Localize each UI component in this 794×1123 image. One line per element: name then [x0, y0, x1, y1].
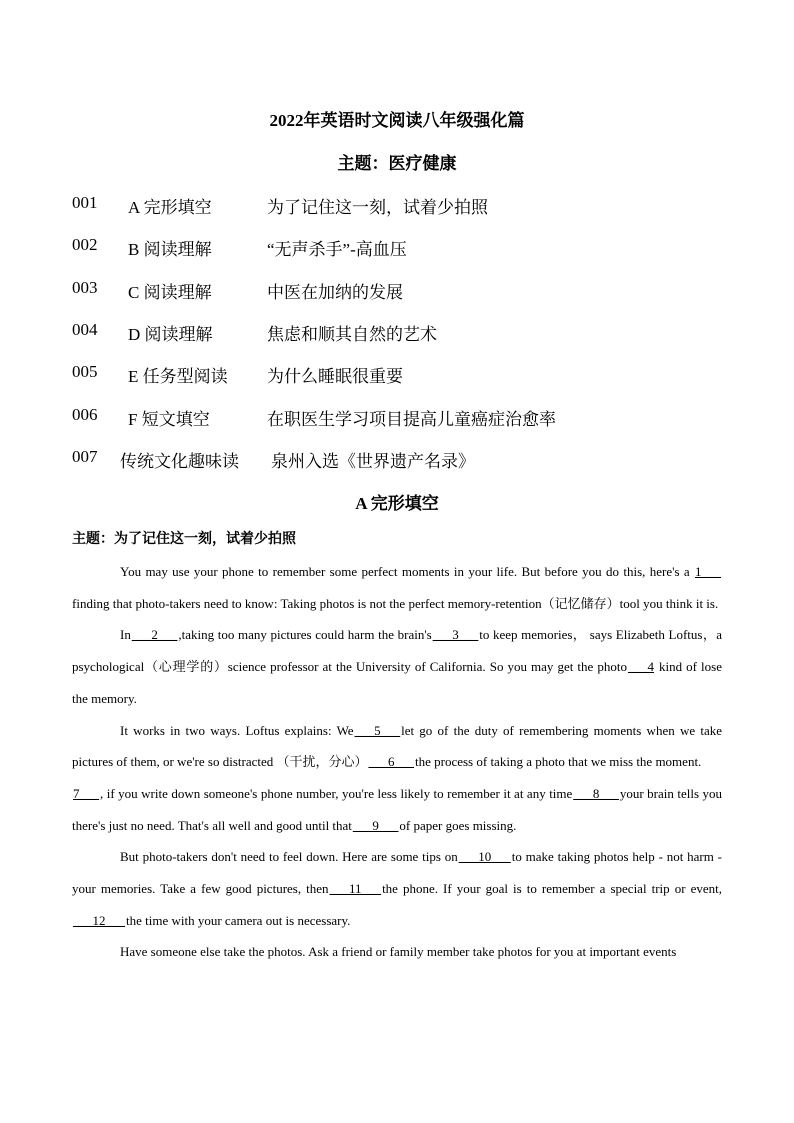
toc-type: C 阅读理解	[128, 283, 212, 302]
toc-topic: 焦虑和顺其自然的艺术	[267, 325, 437, 344]
cloze-article	[72, 556, 722, 968]
toc-topic: 在职医生学习项目提高儿童癌症治愈率	[267, 410, 556, 429]
toc-number: 004	[72, 320, 98, 339]
blank-8: ___8___	[573, 785, 619, 801]
toc-number: 005	[72, 362, 98, 381]
toc-number: 001	[72, 193, 98, 212]
toc-type: F 短文填空	[128, 410, 210, 429]
toc-topic: “无声杀手”-高血压	[267, 240, 407, 259]
toc-number: 002	[72, 235, 98, 254]
blank-12: ___12___	[73, 912, 125, 928]
blank-5: ___5___	[354, 722, 401, 738]
blank-1: 1___	[695, 564, 721, 579]
toc-type: A 完形填空	[128, 198, 212, 217]
article-paragraph: But photo-takers don't need to feel down. Here are some tips on___10___to make taking photos help - not harm - your memories. Take a few good pictures, then___11___the phone. If your goal is to remember a special trip or event,___12___the time with your camera out is necessary.	[72, 841, 722, 936]
toc-type: E 任务型阅读	[128, 367, 228, 386]
blank-3: ___3___	[432, 627, 479, 643]
article-paragraph: You may use your phone to remember some perfect moments in your life. But before you do this, here's a 1___finding that photo-takers need to know: Taking photos is not the perfect memory-retention（记忆储存）tool you think it is.	[72, 556, 722, 619]
toc-number: 003	[72, 278, 98, 297]
blank-4: ___4	[627, 659, 654, 675]
article-paragraph: It works in two ways. Loftus explains: We___5___let go of the duty of remembering moments when we take pictures of them, or we're so distracted （干扰，分心）___6___the process of taking a photo that we miss the moment.	[72, 715, 722, 778]
blank-10: ___10___	[458, 849, 511, 865]
toc-topic: 中医在加纳的发展	[267, 283, 403, 302]
section-heading: A 完形填空	[355, 494, 439, 513]
blank-7: 7___	[73, 785, 99, 801]
section-topic: 主题：为了记住这一刻，试着少拍照	[72, 532, 296, 547]
blank-11: ___11___	[329, 881, 382, 897]
blank-9: ___9___	[352, 817, 399, 833]
theme-title: 主题：医疗健康	[337, 154, 457, 173]
toc-type: B 阅读理解	[128, 240, 212, 259]
toc-type: D 阅读理解	[128, 325, 213, 344]
article-paragraph: Have someone else take the photos. Ask a friend or family member take photos for you at important events	[120, 944, 677, 960]
page-title: 2022年英语时文阅读八年级强化篇	[269, 111, 525, 130]
toc-number: 007	[72, 447, 98, 466]
article-paragraph: 7___, if you write down someone's phone number, you're less likely to remember it at any time___8___your brain tells you there's just no need. That's all well and good until that___9___of paper goes missing.	[72, 778, 722, 841]
toc-topic: 泉州入选《世界遗产名录》	[271, 452, 475, 471]
toc-number: 006	[72, 405, 98, 424]
article-paragraph: In___2___,taking too many pictures could harm the brain's___3___to keep memories， says Elizabeth Loftus，a psychological（心理学的）science professor at the University of California. So you may get the photo___4 kind of lose the memory.	[72, 619, 722, 714]
toc-topic: 为了记住这一刻，试着少拍照	[267, 198, 488, 217]
toc-topic: 为什么睡眠很重要	[267, 367, 403, 386]
toc-type: 传统文化趣味读	[120, 452, 239, 471]
blank-2: ___2___	[131, 627, 178, 643]
blank-6: ___6___	[368, 754, 414, 770]
